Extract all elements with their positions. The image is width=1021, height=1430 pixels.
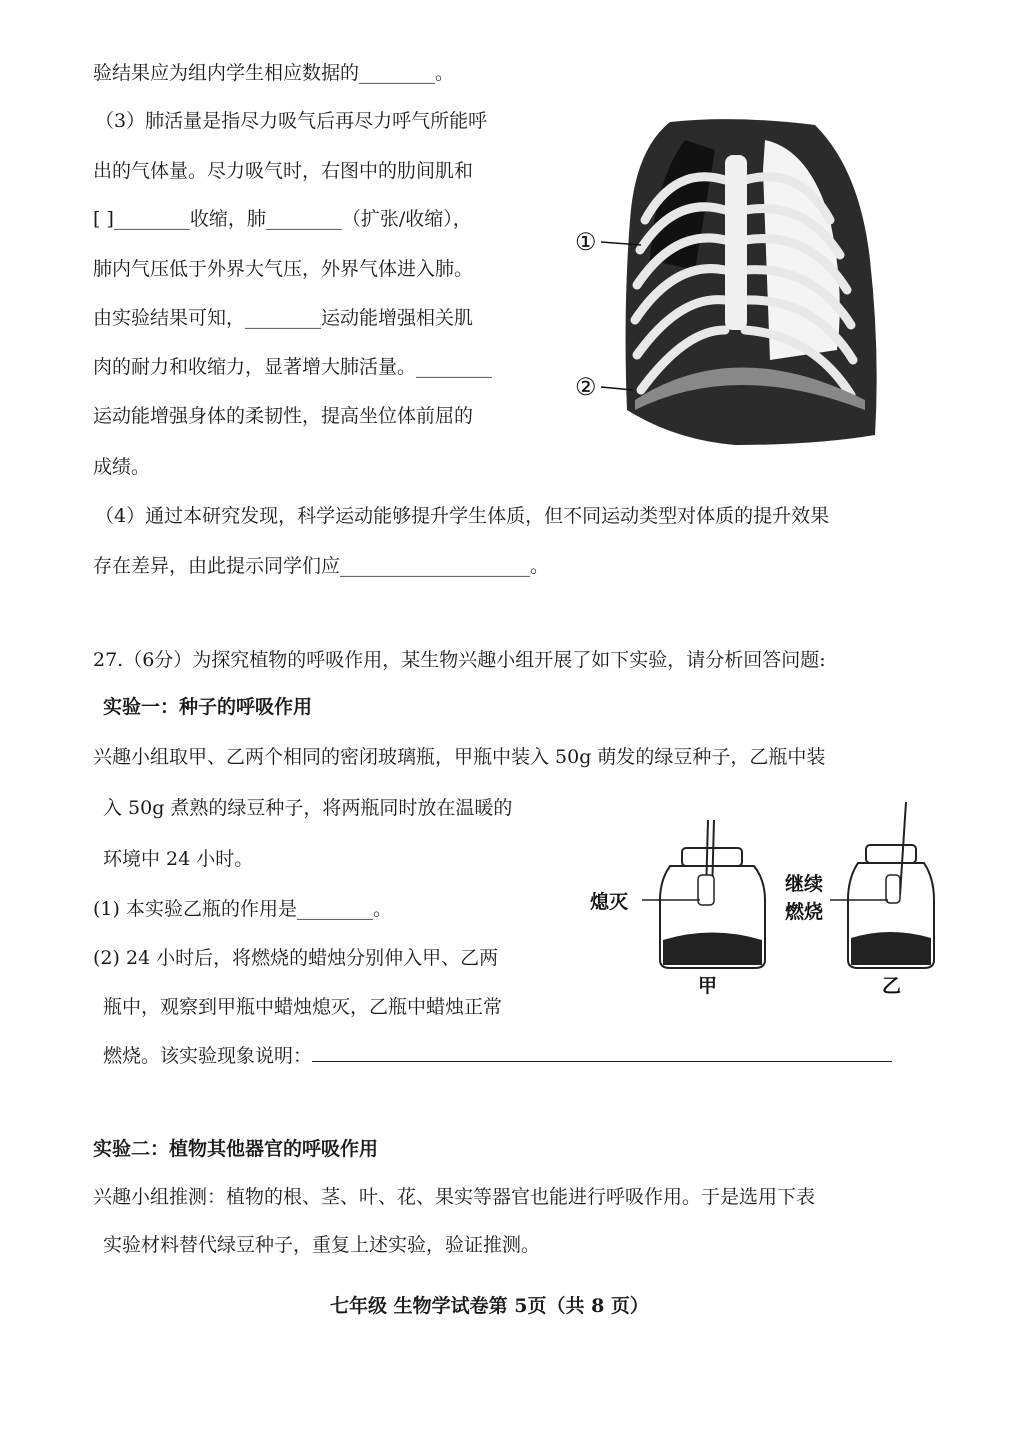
sub-question-2-line-3 xyxy=(103,1041,892,1069)
question-3-line-4: 肺内气压低于外界大气压，外界气体进入肺。 xyxy=(93,258,474,280)
jar-yi-label: 乙 xyxy=(882,975,902,997)
question-3-line-1: （3）肺活量是指尽力吸气后再尽力呼气所能呼 xyxy=(95,110,488,132)
jars-figure xyxy=(590,800,945,1000)
ribcage-figure xyxy=(575,110,885,455)
label-continue-2: 燃烧 xyxy=(785,901,824,923)
sternum xyxy=(725,155,747,330)
experiment-2-line-1: 兴趣小组推测：植物的根、茎、叶、花、果实等器官也能进行呼吸作用。于是选用下表 xyxy=(93,1186,816,1208)
question-3-line-7: 运动能增强身体的柔韧性，提高坐位体前屈的 xyxy=(93,405,474,427)
jar-yi xyxy=(784,802,934,997)
experiment-1-line-2: 入 50g 煮熟的绿豆种子，将两瓶同时放在温暖的 xyxy=(103,797,513,819)
sub-question-2-line-1: (2) 24 小时后，将燃烧的蜡烛分别伸入甲、乙两 xyxy=(93,947,499,969)
experiment-1-title: 实验一：种子的呼吸作用 xyxy=(103,696,313,718)
question-3-line-6: 肉的耐力和收缩力，显著增大肺活量。________ xyxy=(93,356,493,378)
jar-jia-label: 甲 xyxy=(698,975,718,997)
answer-blank xyxy=(312,1041,892,1062)
experiment-2-title: 实验二：植物其他器官的呼吸作用 xyxy=(93,1138,379,1160)
question-3-line-5: 由实验结果可知，________运动能增强相关肌 xyxy=(93,307,474,329)
sub-question-1: (1) 本实验乙瓶的作用是________。 xyxy=(93,898,392,920)
question-3-line-8: 成绩。 xyxy=(93,456,151,478)
sub-question-2-line-3-text: 燃烧。该实验现象说明： xyxy=(103,1045,313,1067)
question-3-line-3: [ ]________收缩，肺________（扩张/收缩）， xyxy=(93,208,472,230)
question-3-line-2: 出的气体量。尽力吸气时，右图中的肋间肌和 xyxy=(93,160,474,182)
label-continue-1: 继续 xyxy=(785,873,824,895)
experiment-2-line-2: 实验材料替代绿豆种子，重复上述实验，验证推测。 xyxy=(103,1234,541,1256)
page-footer: 七年级 生物学试卷第 5页（共 8 页） xyxy=(330,1295,649,1317)
question-4-line-2: 存在差异，由此提示同学们应____________________。 xyxy=(93,555,550,577)
question-4-line-1: （4）通过本研究发现，科学运动能够提升学生体质，但不同运动类型对体质的提升效果 xyxy=(95,505,830,527)
label-extinguished: 熄灭 xyxy=(590,891,629,913)
experiment-1-line-3: 环境中 24 小时。 xyxy=(103,848,254,870)
label-2: ② xyxy=(575,373,597,401)
question-27-stem: 27.（6分）为探究植物的呼吸作用，某生物兴趣小组开展了如下实验，请分析回答问题: xyxy=(93,649,826,671)
label-1: ① xyxy=(575,228,597,256)
sub-question-2-line-2: 瓶中，观察到甲瓶中蜡烛熄灭，乙瓶中蜡烛正常 xyxy=(103,996,503,1018)
text-line-1: 验结果应为组内学生相应数据的________。 xyxy=(93,62,455,84)
experiment-1-line-1: 兴趣小组取甲、乙两个相同的密闭玻璃瓶，甲瓶中装入 50g 萌发的绿豆种子，乙瓶中装 xyxy=(93,746,826,768)
jar-jia xyxy=(590,820,765,997)
